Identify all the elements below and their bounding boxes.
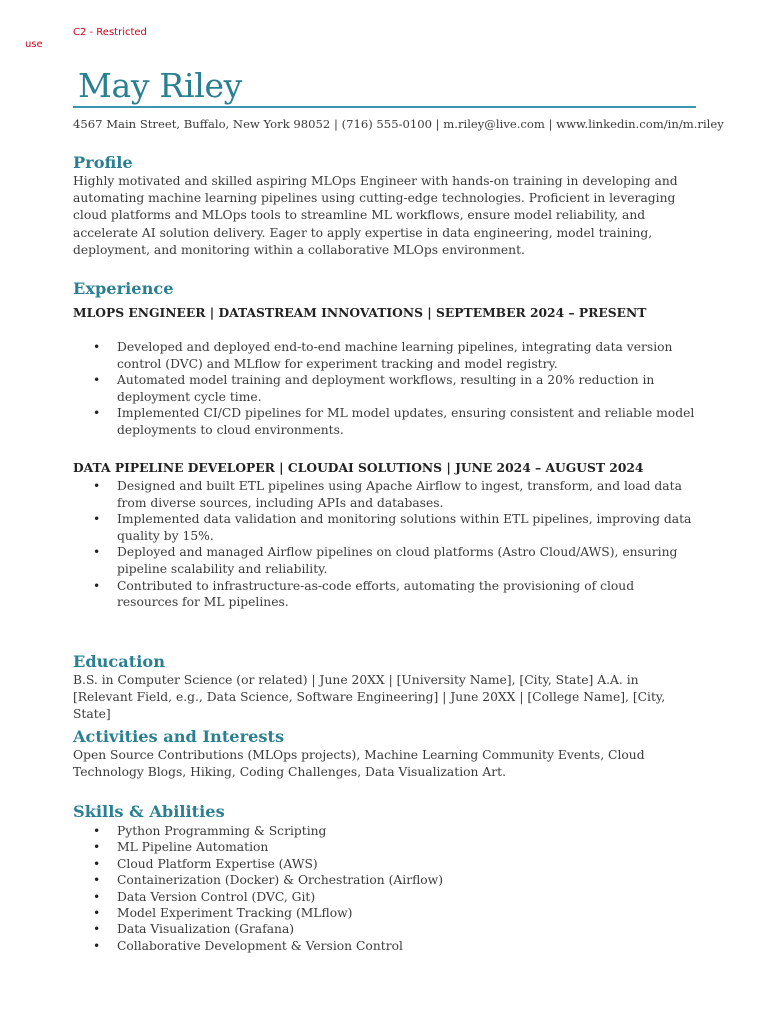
list-item: • Model Experiment Tracking (MLflow) bbox=[73, 905, 695, 921]
list-item: • Data Visualization (Grafana) bbox=[73, 921, 695, 937]
job-entry bbox=[73, 459, 695, 476]
job-title: MLOPS ENGINEER | DATASTREAM INNOVATIONS | SEPTEMBER 2024 – PRESENT bbox=[73, 305, 647, 320]
experience-heading: Experience bbox=[73, 279, 174, 298]
activities-text: Open Source Contributions (MLOps projects), Machine Learning Community Events, Cloud Technology Blogs, Hiking, Coding Challenges, Data Visualization Art. bbox=[73, 748, 645, 780]
education-section bbox=[73, 652, 695, 724]
education-heading: Education bbox=[73, 652, 165, 671]
list-item: • Designed and built ETL pipelines using Apache Airflow to ingest, transform, and load data from diverse sources, including APIs and databases. bbox=[73, 478, 695, 511]
job-bullets bbox=[73, 339, 695, 439]
list-item: • Data Version Control (DVC, Git) bbox=[73, 889, 695, 905]
list-item: • ML Pipeline Automation bbox=[73, 839, 695, 855]
job-entry bbox=[73, 304, 695, 321]
profile-heading: Profile bbox=[73, 153, 133, 172]
profile-text: Highly motivated and skilled aspiring MLOps Engineer with hands-on training in developing and automating machine learning pipelines using cutting-edge technologies. Proficient in leveraging cloud platforms and MLOps tools to streamline ML workflows, ensure model reliability, and accelerate AI solution delivery. Eager to apply expertise in data engineering, model training, deployment, and monitoring within a collaborative MLOps environment. bbox=[73, 174, 678, 257]
list-item: • Implemented CI/CD pipelines for ML model updates, ensuring consistent and reliable model deployments to cloud environments. bbox=[73, 405, 695, 438]
education-text: B.S. in Computer Science (or related) | June 20XX | [University Name], [City, State] A.A. in [Relevant Field, e.g., Data Science, Software Engineering] | June 20XX | [College Name], [City, State] bbox=[73, 673, 666, 722]
list-item: • Deployed and managed Airflow pipelines on cloud platforms (Astro Cloud/AWS), ensuring pipeline scalability and reliability. bbox=[73, 544, 695, 577]
classification-label: C2 - Restricted bbox=[73, 27, 147, 38]
list-item: • Containerization (Docker) & Orchestration (Airflow) bbox=[73, 872, 695, 888]
activities-heading: Activities and Interests bbox=[73, 727, 285, 746]
name-divider bbox=[73, 106, 696, 108]
activities-section bbox=[73, 727, 695, 781]
list-item: • Implemented data validation and monitoring solutions within ETL pipelines, improving data quality by 15%. bbox=[73, 511, 695, 544]
profile-section bbox=[73, 153, 695, 259]
classification-label-continued: use bbox=[25, 39, 43, 50]
list-item: • Python Programming & Scripting bbox=[73, 823, 695, 839]
contact-info: 4567 Main Street, Buffalo, New York 98052 | (716) 555-0100 | m.riley@live.com | www.linkedin.com/in/m.riley bbox=[73, 117, 724, 131]
list-item: • Collaborative Development & Version Control bbox=[73, 938, 695, 954]
skills-heading: Skills & Abilities bbox=[73, 802, 225, 821]
list-item: • Contributed to infrastructure-as-code efforts, automating the provisioning of cloud resources for ML pipelines. bbox=[73, 578, 695, 611]
experience-section bbox=[73, 279, 695, 299]
list-item: • Developed and deployed end-to-end machine learning pipelines, integrating data version control (DVC) and MLflow for experiment tracking and model registry. bbox=[73, 339, 695, 372]
skills-section bbox=[73, 802, 695, 822]
job-title: DATA PIPELINE DEVELOPER | CLOUDAI SOLUTIONS | JUNE 2024 – AUGUST 2024 bbox=[73, 460, 644, 475]
resume-name: May Riley bbox=[78, 66, 243, 105]
skills-list bbox=[73, 823, 695, 954]
list-item: • Cloud Platform Expertise (AWS) bbox=[73, 856, 695, 872]
job-bullets bbox=[73, 478, 695, 611]
list-item: • Automated model training and deployment workflows, resulting in a 20% reduction in deployment cycle time. bbox=[73, 372, 695, 405]
